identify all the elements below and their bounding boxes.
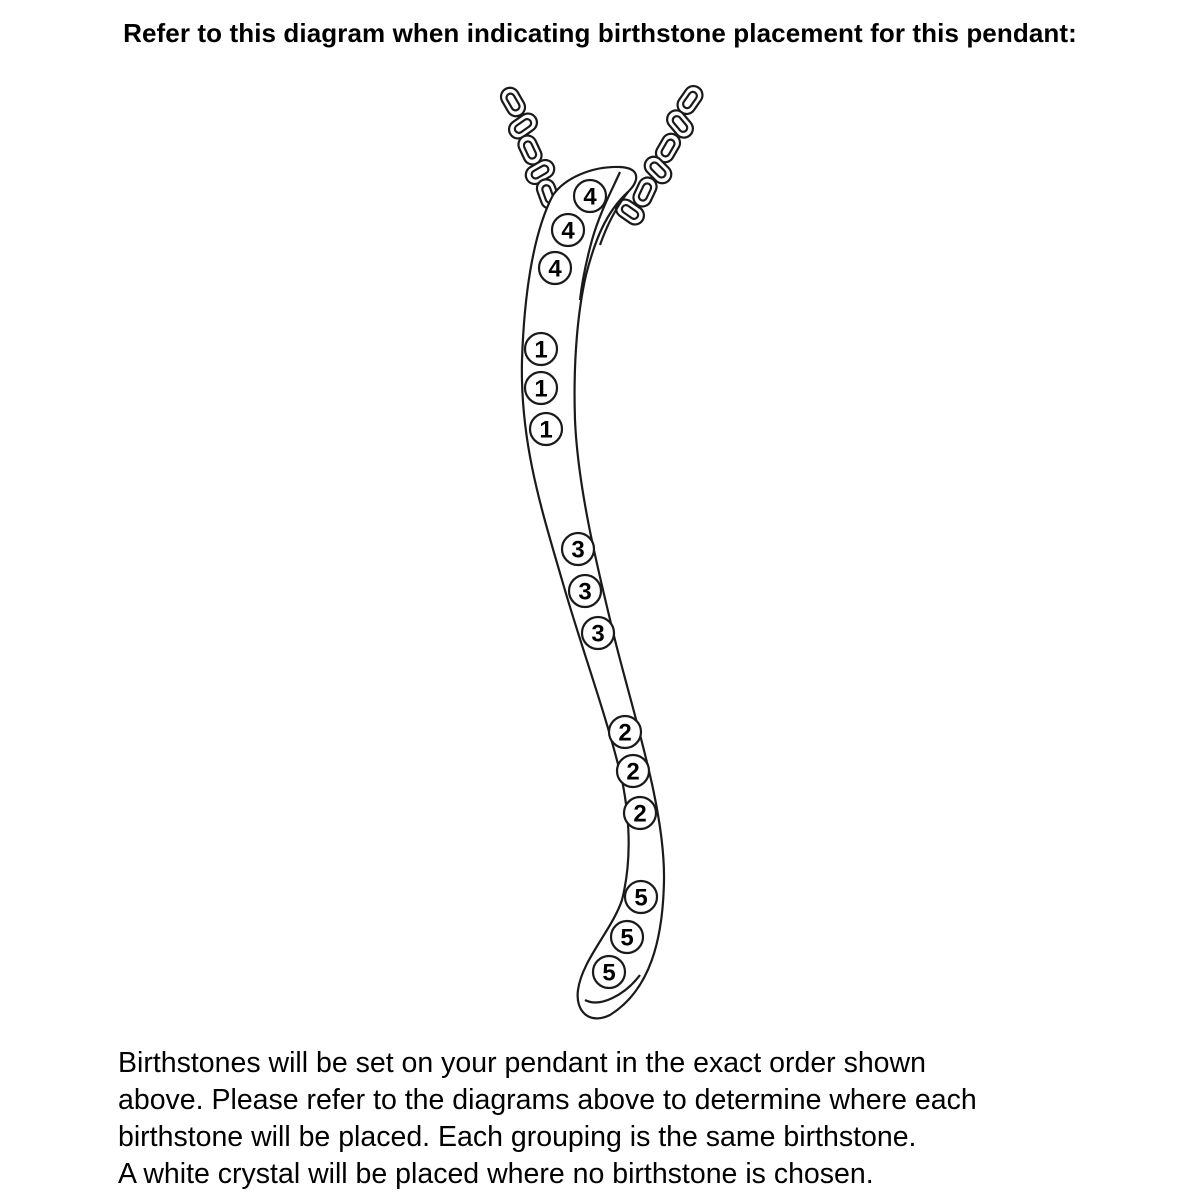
notes-line-1: Birthstones will be set on your pendant in the exact order shown [118,1047,926,1079]
right-chain [613,83,706,228]
birthstone-number: 2 [633,800,647,828]
birthstone-4 [552,214,584,246]
notes-line-3: birthstone will be placed. Each grouping is the same birthstone. [118,1121,917,1153]
birthstone-5 [611,921,643,953]
birthstone-1 [525,372,557,404]
page-heading: Refer to this diagram when indicating birthstone placement for this pendant: [123,18,1077,48]
birthstone-number: 4 [548,255,562,283]
birthstone-number: 5 [634,884,648,912]
notes-line-2: above. Please refer to the diagrams above to determine where each [118,1084,977,1116]
birthstone-number: 4 [583,183,597,211]
birthstone-2 [624,797,656,829]
birthstone-5 [625,881,657,913]
birthstone-1 [525,333,557,365]
birthstone-number: 1 [534,375,548,403]
placement-notes [118,1045,1118,1193]
birthstone-2 [609,716,641,748]
birthstone-number: 3 [571,536,585,564]
birthstone-1 [530,413,562,445]
birthstone-number: 5 [620,924,634,952]
birthstone-3 [582,617,614,649]
notes-line-4: A white crystal will be placed where no birthstone is chosen. [118,1158,874,1190]
birthstone-3 [569,575,601,607]
birthstone-number: 4 [561,217,575,245]
birthstone-number: 5 [602,959,616,987]
birthstone-2 [617,755,649,787]
left-chain [498,85,562,212]
birthstone-number: 2 [626,758,640,786]
birthstone-4 [574,180,606,212]
birthstone-5 [593,956,625,988]
birthstone-number: 3 [578,578,592,606]
birthstone-4 [539,252,571,284]
birthstone-number: 1 [534,336,548,364]
birthstone-number: 3 [591,620,605,648]
birthstone-number: 2 [618,719,632,747]
birthstone-number: 1 [539,416,553,444]
birthstone-3 [562,533,594,565]
